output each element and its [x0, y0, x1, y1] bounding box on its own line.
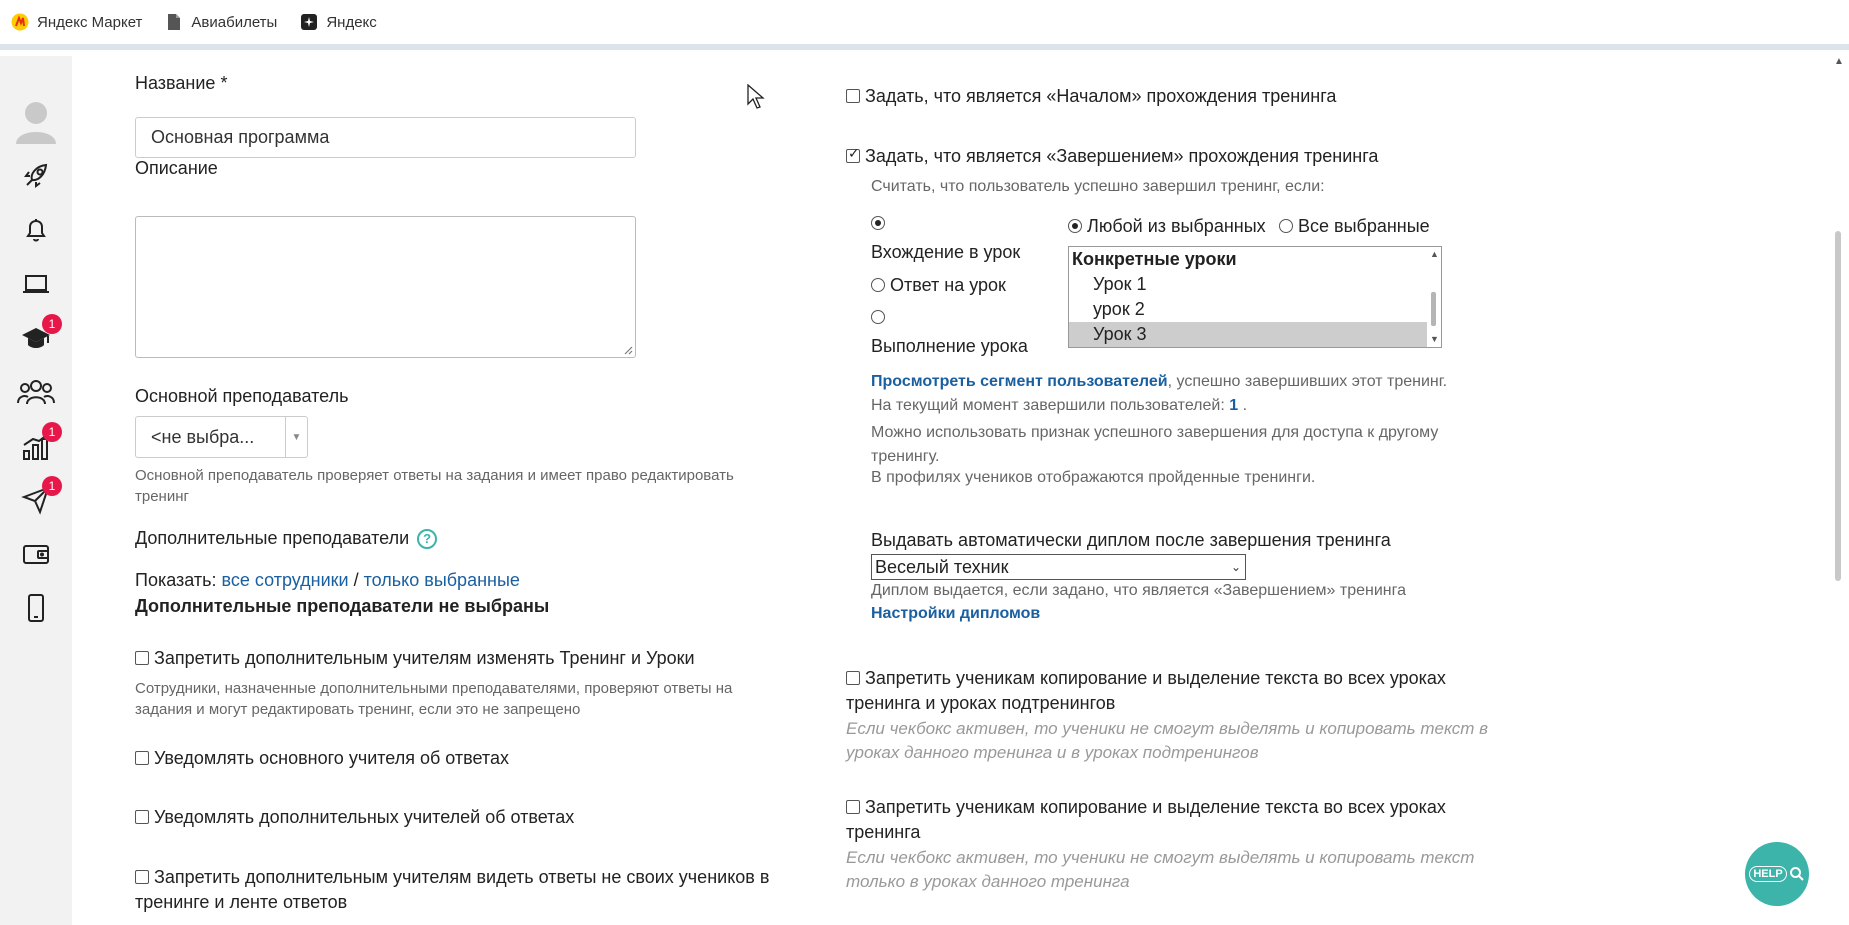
- wallet-icon[interactable]: [14, 532, 58, 576]
- main-teacher-value: <не выбра...: [151, 426, 255, 447]
- copy-sub-label: Запретить ученикам копирование и выделение текста во всех уроках тренинга и уроках подтренингов: [846, 668, 1446, 713]
- show-prefix: Показать:: [135, 570, 222, 590]
- page-scroll-up-icon[interactable]: ▲: [1834, 56, 1844, 67]
- scroll-up-icon[interactable]: ▲: [1430, 249, 1439, 259]
- notify-extra-label: Уведомлять дополнительных учителей об ответах: [154, 807, 575, 827]
- scroll-down-icon[interactable]: ▼: [1430, 334, 1439, 344]
- main-teacher-help: Основной преподаватель проверяет ответы на задания и имеет право редактировать тренинг: [135, 467, 734, 505]
- bookmark-label: Яндекс: [326, 13, 377, 31]
- graduation-cap-icon[interactable]: [14, 316, 58, 360]
- completed-row: [871, 397, 1247, 415]
- name-label: Название *: [135, 73, 228, 93]
- finish-label: Задать, что является «Завершением» прохождения тренинга: [865, 146, 1379, 166]
- avatar[interactable]: [14, 94, 58, 148]
- start-checkbox[interactable]: [846, 89, 860, 103]
- finish-row: [846, 146, 1378, 167]
- any-selected-radio[interactable]: [1068, 219, 1082, 233]
- diploma-label: Выдавать автоматически диплом после завершения тренинга: [871, 530, 1391, 550]
- show-all-link[interactable]: все сотрудники: [221, 570, 349, 590]
- diploma-value: Веселый техник: [875, 556, 1009, 577]
- laptop-icon[interactable]: [14, 262, 58, 306]
- segment-link[interactable]: Просмотреть сегмент пользователей: [871, 373, 1168, 390]
- all-selected-radio[interactable]: [1279, 219, 1293, 233]
- forbid-see-row: [135, 865, 825, 915]
- diploma-help: Диплом выдается, если задано, что является «Завершением» тренинга: [871, 582, 1407, 599]
- all-selected-label: Все выбранные: [1298, 216, 1430, 236]
- any-selected-label: Любой из выбранных: [1087, 216, 1266, 236]
- forbid-edit-label: Запретить дополнительным учителям изменять Тренинг и Уроки: [154, 648, 695, 668]
- help-button[interactable]: [1745, 842, 1809, 906]
- copy-sub-checkbox[interactable]: [846, 671, 860, 685]
- mouse-cursor-icon: [747, 84, 765, 110]
- show-separator: /: [348, 570, 364, 590]
- diploma-settings-link[interactable]: Настройки дипломов: [871, 605, 1041, 622]
- help-label: HELP: [1749, 866, 1786, 882]
- segment-row: [871, 373, 1447, 391]
- stats-badge: 1: [42, 422, 62, 442]
- notify-main-label: Уведомлять основного учителя об ответах: [154, 748, 509, 768]
- question-icon[interactable]: ?: [417, 529, 437, 549]
- extra-teachers-none: Дополнительные преподаватели не выбраны: [135, 596, 550, 616]
- description-label: Описание: [135, 158, 218, 178]
- lesson-option[interactable]: урок 2: [1093, 299, 1145, 319]
- sidebar: [0, 56, 72, 925]
- completed-suffix: .: [1238, 397, 1248, 414]
- option-complete-label: Выполнение урока: [871, 336, 1028, 356]
- page-scroll-thumb[interactable]: [1835, 231, 1841, 581]
- copy-help: Если чекбокс активен, то ученики не смогут выделять и копировать текст только в уроках данного тренинга: [846, 848, 1475, 891]
- bookmark-label: Авиабилеты: [191, 13, 278, 31]
- notify-extra-row: [135, 807, 574, 828]
- notify-main-checkbox[interactable]: [135, 751, 149, 765]
- yandex-market-icon: [10, 12, 30, 32]
- extra-teachers-label: Дополнительные преподаватели: [135, 528, 410, 548]
- extra-teachers-heading: [135, 528, 437, 549]
- yandex-icon: [299, 12, 319, 32]
- option-enter-radio[interactable]: [871, 216, 885, 230]
- show-selected-link[interactable]: только выбранные: [363, 570, 520, 590]
- start-row: [846, 86, 1336, 107]
- forbid-edit-help: Сотрудники, назначенные дополнительными преподавателями, проверяют ответы на задания и могут редактировать тренинг, если это не запрещено: [135, 680, 733, 718]
- show-filter: [135, 570, 520, 591]
- option-complete-radio[interactable]: [871, 310, 885, 324]
- chevron-down-icon: ▼: [285, 417, 307, 457]
- usage-note: Можно использовать признак успешного завершения для доступа к другому тренингу.: [871, 424, 1439, 465]
- main-teacher-label: Основной преподаватель: [135, 386, 349, 406]
- finish-checkbox[interactable]: [846, 149, 860, 163]
- profiles-note: В профилях учеников отображаются пройденные тренинги.: [871, 469, 1316, 486]
- lesson-option-selected[interactable]: Урок 3: [1069, 322, 1441, 347]
- bookmark-yandex[interactable]: [299, 12, 376, 32]
- bookmark-aviabilety[interactable]: [164, 12, 277, 32]
- diploma-select[interactable]: [871, 554, 1246, 580]
- main-teacher-select[interactable]: [135, 416, 308, 458]
- mobile-icon[interactable]: [14, 586, 58, 630]
- lessons-listbox[interactable]: [1068, 246, 1442, 348]
- users-group-icon[interactable]: [14, 370, 58, 414]
- name-input[interactable]: Основная программа: [135, 117, 636, 158]
- courses-badge: 1: [42, 314, 62, 334]
- option-answer-row: [871, 275, 1006, 296]
- option-enter-radio-wrap: [871, 216, 890, 234]
- all-selected-row: [1279, 216, 1430, 237]
- document-icon: [164, 12, 184, 32]
- option-complete-radio-wrap: [871, 310, 890, 328]
- copy-row: [846, 795, 1506, 845]
- option-answer-label: Ответ на урок: [890, 275, 1006, 295]
- option-answer-radio[interactable]: [871, 278, 885, 292]
- copy-checkbox[interactable]: [846, 800, 860, 814]
- copy-sub-help: Если чекбокс активен, то ученики не смогут выделять и копировать текст в уроках данного тренинга и в уроках подтренингов: [846, 719, 1489, 762]
- start-label: Задать, что является «Началом» прохождения тренинга: [865, 86, 1337, 106]
- bell-icon[interactable]: [14, 208, 58, 252]
- lessons-group-label: Конкретные уроки: [1072, 249, 1237, 269]
- forbid-see-label: Запретить дополнительным учителям видеть ответы не своих учеников в тренинге и ленте ответов: [135, 867, 770, 912]
- notify-extra-checkbox[interactable]: [135, 810, 149, 824]
- send-icon[interactable]: [14, 478, 58, 522]
- notify-main-row: [135, 748, 509, 769]
- listbox-scrollbar[interactable]: [1427, 247, 1441, 347]
- rocket-icon[interactable]: [14, 154, 58, 198]
- segment-rest: , успешно завершивших этот тренинг.: [1167, 373, 1448, 390]
- description-textarea[interactable]: [135, 216, 636, 358]
- completed-count[interactable]: 1: [1229, 397, 1239, 414]
- finish-intro: Считать, что пользователь успешно завершил тренинг, если:: [871, 178, 1325, 195]
- chevron-down-icon: ⌄: [1230, 560, 1241, 574]
- main-content: [72, 56, 1849, 925]
- forbid-edit-checkbox[interactable]: [135, 651, 149, 665]
- bookmark-label: Яндекс Маркет: [37, 13, 143, 31]
- lesson-option[interactable]: Урок 1: [1093, 274, 1147, 294]
- option-enter-label: Вхождение в урок: [871, 242, 1021, 262]
- any-selected-row: [1068, 216, 1266, 237]
- stats-icon[interactable]: [14, 424, 58, 468]
- forbid-see-checkbox[interactable]: [135, 870, 149, 884]
- copy-label: Запретить ученикам копирование и выделение текста во всех уроках тренинга: [846, 797, 1446, 842]
- search-icon: [1789, 866, 1805, 882]
- page-scrollbar[interactable]: [1830, 56, 1849, 925]
- copy-sub-row: [846, 666, 1506, 716]
- messages-badge: 1: [42, 476, 62, 496]
- bookmark-yandex-market[interactable]: [10, 12, 142, 32]
- resize-handle-icon[interactable]: [624, 346, 633, 355]
- bookmarks-bar: [0, 0, 1849, 50]
- forbid-edit-row: [135, 648, 695, 669]
- completed-prefix: На текущий момент завершили пользователей:: [871, 397, 1230, 414]
- listbox-scroll-thumb[interactable]: [1431, 292, 1436, 326]
